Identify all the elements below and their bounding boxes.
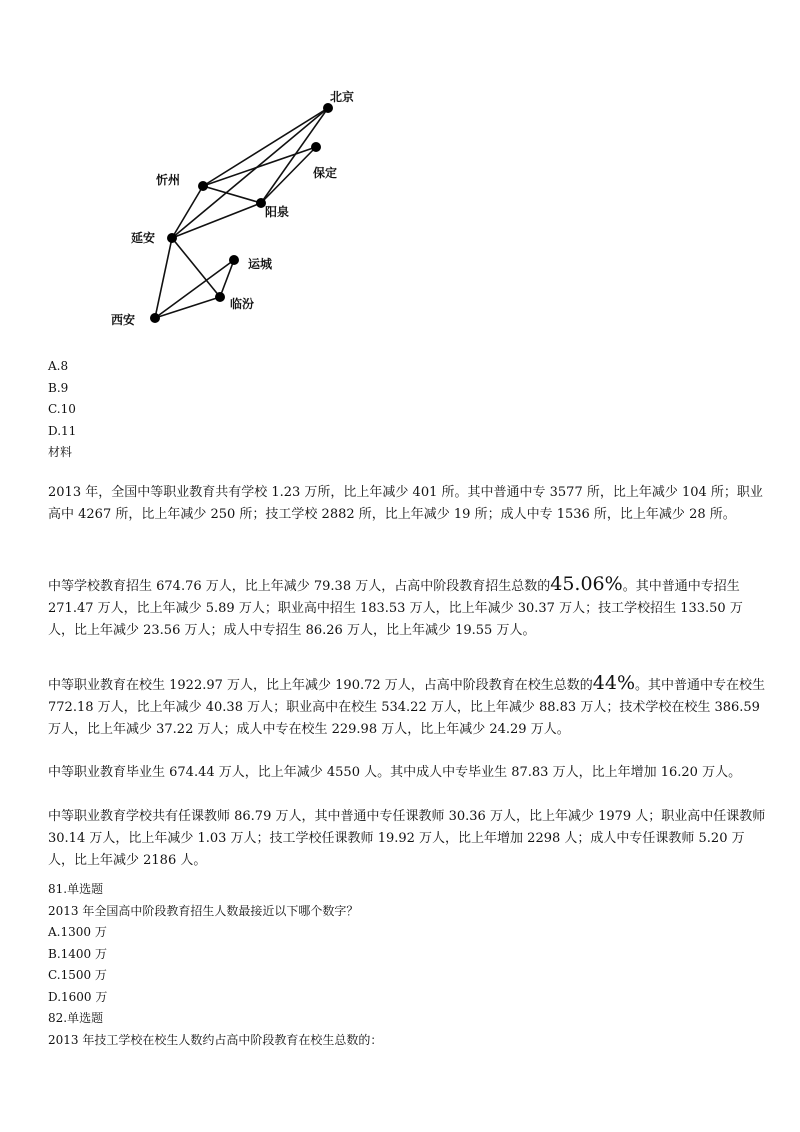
q81-stem: 2013 年全国高中阶段教育招生人数最接近以下哪个数字？ <box>48 903 359 918</box>
label-yangquan: 阳泉 <box>265 205 290 219</box>
network-svg <box>100 80 380 340</box>
label-baoding: 保定 <box>313 166 338 180</box>
option-d[interactable]: D.11 <box>48 423 77 438</box>
students-text-post: 。其中普通中专在校生 772.18 万人，比上年减少 40.38 万人；职业高中在校生 534.22 万人，比上年减少 88.83 万人；技术学校在校生 386.59 万人，比上年减少 37.22 万人；成人中专在校生 229.98 万人，比上年减少 24.29 万人。 <box>48 678 766 737</box>
enrollment-text-post: 。其中普通中专招生 271.47 万人，比上年减少 5.89 万人；职业高中招生 183.53 万人，比上年减少 30.37 万人；技工学校招生 133.50 万人，比上年减少 23.56 万人；成人中专招生 86.26 万人，比上年减少 19.55 万人。 <box>48 579 743 638</box>
material-paragraph-teachers: 中等职业教育学校共有任课教师 86.79 万人，其中普通中专任课教师 30.36 万人，比上年减少 1979 人；职业高中任课教师 30.14 万人，比上年减少 1.03 万人；技工学校任课教师 19.92 万人，比上年增加 2298 人；成人中专任课教师 5.20 万人，比上年减少 2186 人。 <box>48 809 766 868</box>
edge-yangquan-yanan <box>172 203 261 238</box>
node-baoding <box>311 142 321 152</box>
answer-options <box>48 356 76 464</box>
label-xian: 西安 <box>111 313 136 327</box>
node-linfen <box>215 292 225 302</box>
q81-option-b[interactable]: B.1400 万 <box>48 946 107 961</box>
enrollment-percent: 45.06% <box>550 573 623 595</box>
label-beijing: 北京 <box>330 90 355 104</box>
edge-beijing-yanan <box>172 108 328 238</box>
q81-type: 81.单选题 <box>48 882 104 896</box>
material-heading: 材料 <box>48 445 73 459</box>
q81-option-a[interactable]: A.1300 万 <box>48 925 107 939</box>
edge-yuncheng-xian <box>155 260 234 318</box>
label-linfen: 临汾 <box>230 297 255 311</box>
q81-option-c[interactable]: C.1500 万 <box>48 968 107 982</box>
enrollment-text-pre: 中等学校教育招生 674.76 万人，比上年减少 79.38 万人，占高中阶段教育招生总数的 <box>48 579 551 594</box>
q82-stem: 2013 年技工学校在校生人数约占高中阶段教育在校生总数的： <box>48 1032 383 1047</box>
edge-beijing-xinzhou <box>203 108 328 186</box>
network-nodes <box>150 103 333 323</box>
node-beijing <box>323 103 333 113</box>
city-network-diagram <box>100 80 380 340</box>
label-yuncheng: 运城 <box>248 257 273 271</box>
node-yuncheng <box>229 255 239 265</box>
node-xian <box>150 313 160 323</box>
node-yanan <box>167 233 177 243</box>
label-xinzhou: 忻州 <box>156 173 181 187</box>
questions-block <box>48 879 382 1051</box>
option-c[interactable]: C.10 <box>48 402 76 416</box>
material-paragraph-enrollment <box>48 573 768 642</box>
label-yanan: 延安 <box>131 231 156 245</box>
q82-type: 82.单选题 <box>48 1011 104 1025</box>
node-xinzhou <box>198 181 208 191</box>
students-text-pre: 中等职业教育在校生 1922.97 万人，比上年减少 190.72 万人，占高中阶段教育在校生总数的 <box>48 678 593 693</box>
material-paragraph-schools: 2013 年，全国中等职业教育共有学校 1.23 万所，比上年减少 401 所。其中普通中专 3577 所，比上年减少 104 所；职业高中 4267 所，比上年减少 250 所；技工学校 2882 所，比上年减少 19 所；成人中专 1536 所，比上年减少 28 所。 <box>48 485 763 522</box>
q81-option-d[interactable]: D.1600 万 <box>48 989 108 1004</box>
material-paragraph-graduates: 中等职业教育毕业生 674.44 万人，比上年减少 4550 人。其中成人中专毕业生 87.83 万人，比上年增加 16.20 万人。 <box>48 765 742 780</box>
edge-baoding-xinzhou <box>203 147 316 186</box>
material-paragraph-students <box>48 672 768 741</box>
edge-linfen-xian <box>155 297 220 318</box>
edge-xinzhou-yanan <box>172 186 203 238</box>
option-b[interactable]: B.9 <box>48 380 69 395</box>
edge-baoding-yangquan <box>261 147 316 203</box>
network-edges <box>155 108 328 318</box>
students-percent: 44% <box>592 672 636 694</box>
edge-yanan-xian <box>155 238 172 318</box>
option-a[interactable]: A.8 <box>48 359 69 373</box>
